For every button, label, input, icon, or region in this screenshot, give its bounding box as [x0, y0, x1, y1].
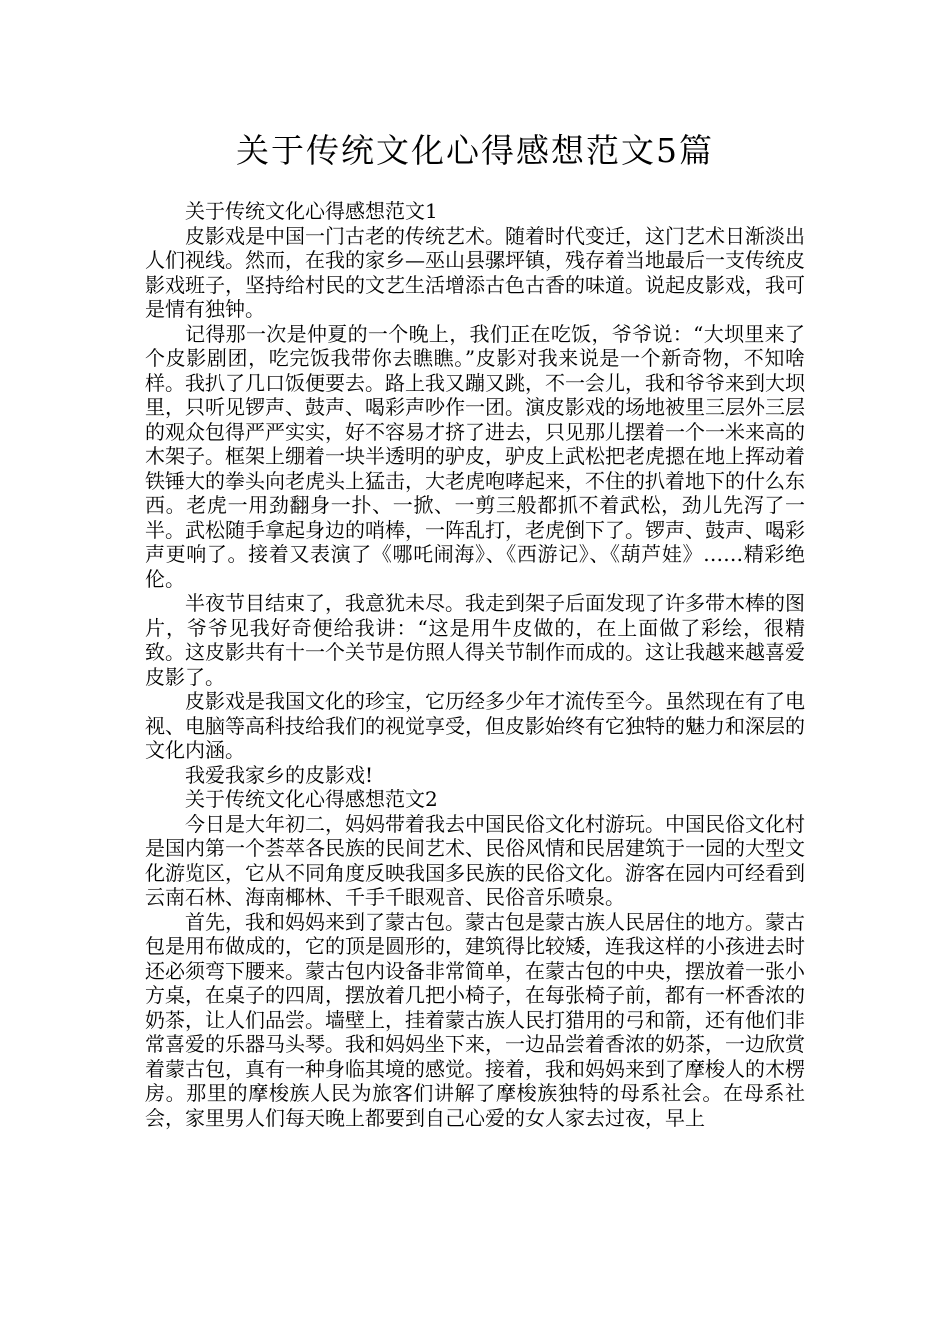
paragraph: 皮影戏是中国一门古老的传统艺术。随着时代变迁，这门艺术日渐淡出人们视线。然而，在我的家乡—巫山县骡坪镇，残存着当地最后一支传统皮影戏班子，坚持给村民的文艺生活增添古色古香的味道。说起皮影戏，我可是情有独钟。	[145, 223, 805, 321]
section-heading-1: 关于传统文化心得感想范文1	[185, 199, 438, 223]
section-heading-2: 关于传统文化心得感想范文2	[185, 787, 438, 811]
paragraph: 今日是大年初二，妈妈带着我去中国民俗文化村游玩。中国民俗文化村是国内第一个荟萃各民族的民间艺术、民俗风情和民居建筑于一园的大型文化游览区，它从不同角度反映我国多民族的民俗文化。游客在园内可经看到云南石林、海南椰林、千手千眼观音、民俗音乐喷泉。	[145, 811, 805, 909]
paragraph: 记得那一次是仲夏的一个晚上，我们正在吃饭，爷爷说：“大坝里来了个皮影剧团，吃完饭我带你去瞧瞧。”皮影对我来说是一个新奇物，不知啥样。我扒了几口饭便要去。路上我又蹦又跳，不一会儿，我和爷爷来到大坝里，只听见锣声、鼓声、喝彩声吵作一团。演皮影戏的场地被里三层外三层的观众包得严严实实，好不容易才挤了进去，只见那儿摆着一个一米来高的木架子。框架上绷着一块半透明的驴皮，驴皮上武松把老虎摁在地上挥动着铁锤大的拳头向老虎头上猛击，大老虎咆哮起来，不住的扒着地下的什么东西。老虎一用劲翻身一扑、一掀、一剪三般都抓不着武松，劲儿先泻了一半。武松随手拿起身边的哨棒，一阵乱打，老虎倒下了。锣声、鼓声、喝彩声更响了。接着又表演了《哪吒闹海》、《西游记》、《葫芦娃》……精彩绝伦。	[145, 321, 805, 591]
paragraph: 首先，我和妈妈来到了蒙古包。蒙古包是蒙古族人民居住的地方。蒙古包是用布做成的，它的顶是圆形的，建筑得比较矮，连我这样的小孩进去时还必须弯下腰来。蒙古包内设备非常简单，在蒙古包的中央，摆放着一张小方桌，在桌子的四周，摆放着几把小椅子，在每张椅子前，都有一杯香浓的奶茶，让人们品尝。墙壁上，挂着蒙古族人民打猎用的弓和箭，还有他们非常喜爱的乐器马头琴。我和妈妈坐下来，一边品尝着香浓的奶茶，一边欣赏着蒙古包，真有一种身临其境的感觉。接着，我和妈妈来到了摩梭人的木楞房。那里的摩梭族人民为旅客们讲解了摩梭族独特的母系社会。在母系社会，家里男人们每天晚上都要到自己心爱的女人家去过夜，早上	[145, 909, 805, 1130]
paragraph: 我爱我家乡的皮影戏!	[185, 762, 374, 787]
document-body	[145, 199, 805, 1130]
paragraph: 半夜节目结束了，我意犹未尽。我走到架子后面发现了许多带木棒的图片，爷爷见我好奇便给我讲：“这是用牛皮做的，在上面做了彩绘，很精致。这皮影共有十一个关节是仿照人得关节制作而成的。这让我越来越喜爱皮影了。	[145, 591, 805, 689]
paragraph: 皮影戏是我国文化的珍宝，它历经多少年才流传至今。虽然现在有了电视、电脑等高科技给我们的视觉享受，但皮影始终有它独特的魅力和深层的文化内涵。	[145, 689, 805, 762]
document-title: 关于传统文化心得感想范文5篇	[236, 131, 714, 170]
